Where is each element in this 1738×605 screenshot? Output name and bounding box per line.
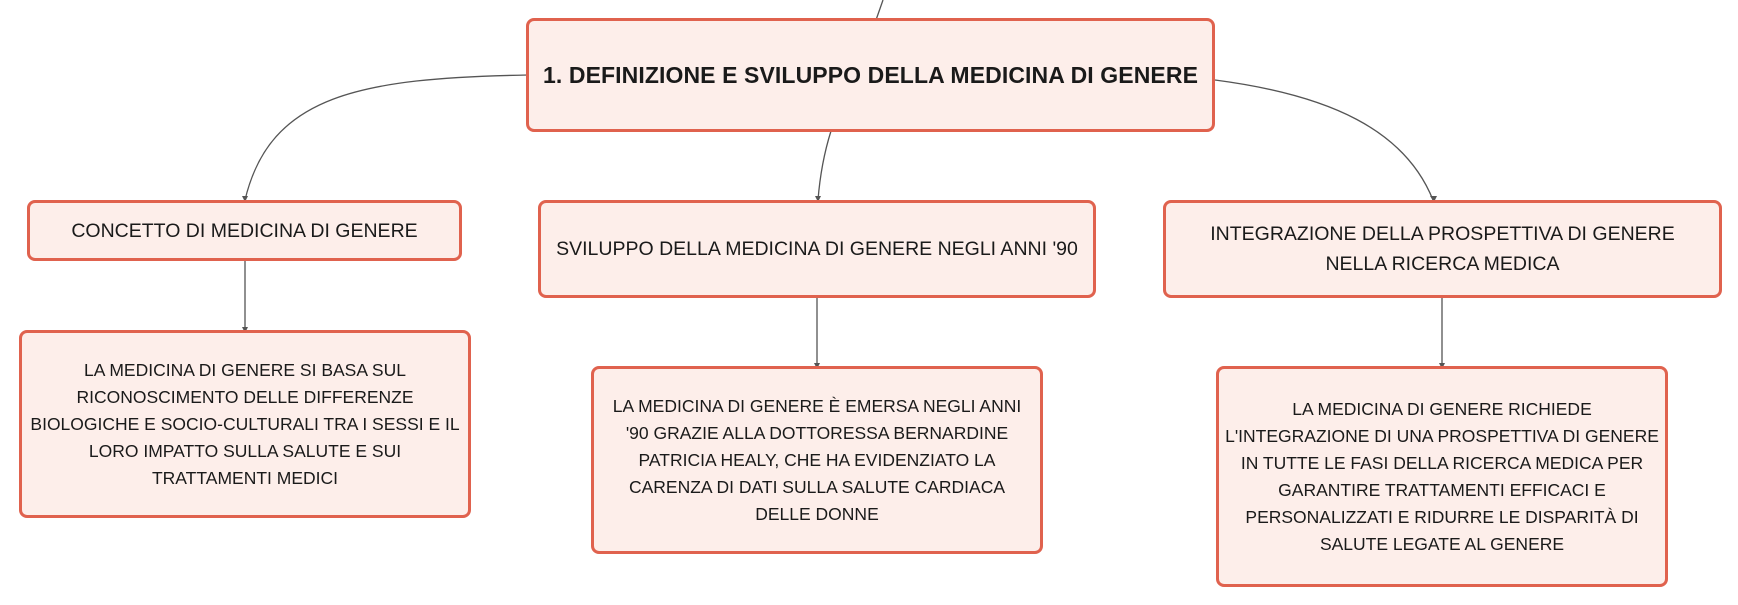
- connector-root-to-topic-3: [1215, 80, 1433, 200]
- detail-node-development[interactable]: [591, 366, 1043, 554]
- topic-node-integration-label: INTEGRAZIONE DELLA PROSPETTIVA DI GENERE NELLA RICERCA MEDICA: [1210, 223, 1675, 275]
- detail-node-concept-text: LA MEDICINA DI GENERE SI BASA SUL RICONOSCIMENTO DELLE DIFFERENZE BIOLOGICHE E SOCIO-CULTURALI TRA I SESSI E IL LORO IMPATTO SULLA SALUTE E SUI TRATTAMENTI MEDICI: [30, 359, 460, 488]
- connector-root-to-topic-2: [818, 131, 831, 200]
- detail-node-concept[interactable]: [19, 330, 471, 518]
- detail-node-integration[interactable]: [1216, 366, 1668, 587]
- topic-node-development-label: SVILUPPO DELLA MEDICINA DI GENERE NEGLI ANNI '90: [556, 238, 1078, 260]
- root-node[interactable]: [526, 18, 1215, 132]
- root-node-label: 1. DEFINIZIONE E SVILUPPO DELLA MEDICINA DI GENERE: [542, 61, 1199, 88]
- detail-node-integration-text: LA MEDICINA DI GENERE RICHIEDE L'INTEGRAZIONE DI UNA PROSPETTIVA DI GENERE IN TUTTE LE FASI DELLA RICERCA MEDICA PER GARANTIRE TRATTAMENTI EFFICACI E PERSONALIZZATI E RIDURRE LE DISPARITÀ DI SALUTE LEGATE AL GENERE: [1225, 398, 1659, 554]
- topic-node-concept-label: CONCETTO DI MEDICINA DI GENERE: [71, 219, 418, 242]
- topic-node-integration[interactable]: [1163, 200, 1722, 298]
- topic-node-development[interactable]: [538, 200, 1096, 298]
- topic-node-concept[interactable]: [27, 200, 462, 261]
- detail-node-development-text: LA MEDICINA DI GENERE È EMERSA NEGLI ANNI '90 GRAZIE ALLA DOTTORESSA BERNARDINE PATRICIA HEALY, CHE HA EVIDENZIATO LA CARENZA DI DATI SULLA SALUTE CARDIACA DELLE DONNE: [612, 395, 1022, 524]
- connector-parent-to-root: [876, 0, 883, 20]
- connector-root-to-topic-1: [245, 75, 528, 200]
